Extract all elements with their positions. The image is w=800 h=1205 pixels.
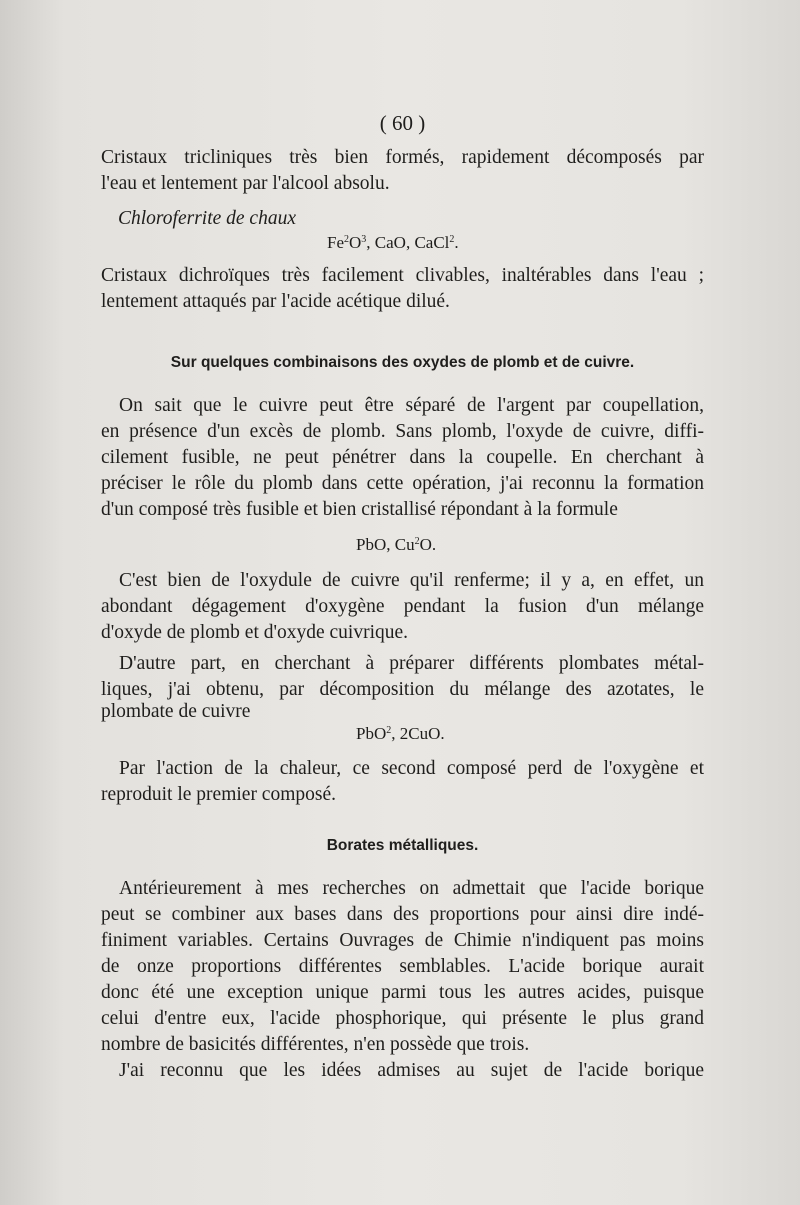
formula-pbo2-2cuo: PbO$^2$, 2CuO.: [356, 724, 445, 743]
text-line: abondant dégagement d'oxygène pendant la fusion d'un mélange: [101, 596, 704, 617]
text-line: finiment variables. Certains Ouvrages de Chimie n'indiquent pas moins: [101, 930, 704, 951]
text-line: nombre de basicités différentes, n'en possède que trois.: [101, 1034, 530, 1055]
text-line: cilement fusible, ne peut pénétrer dans la coupelle. En cherchant à: [101, 447, 704, 468]
text-line: liques, j'ai obtenu, par décomposition du mélange des azotates, le: [101, 679, 704, 700]
text-line: donc été une exception unique parmi tous les autres acides, puisque: [101, 982, 704, 1003]
text-line: Cristaux tricliniques très bien formés, rapidement décomposés par: [101, 147, 704, 168]
text-line: l'eau et lentement par l'alcool absolu.: [101, 173, 390, 194]
text-line: d'oxyde de plomb et d'oxyde cuivrique.: [101, 622, 409, 643]
text-line: Par l'action de la chaleur, ce second composé perd de l'oxygène et: [119, 758, 704, 779]
text-line: peut se combiner aux bases dans des proportions pour ainsi dire indé-: [101, 904, 704, 925]
text-line: On sait que le cuivre peut être séparé de l'argent par coupellation,: [119, 395, 704, 416]
text-line: celui d'entre eux, l'acide phosphorique, qui présente le plus grand: [101, 1008, 704, 1029]
section-heading: Sur quelques combinaisons des oxydes de plomb et de cuivre.: [170, 354, 635, 371]
text-line: J'ai reconnu que les idées admises au sujet de l'acide borique: [119, 1060, 704, 1081]
section-title-chloroferrite: Chloroferrite de chaux: [118, 208, 296, 229]
text-line: en présence d'un excès de plomb. Sans plomb, l'oxyde de cuivre, diffi-: [101, 421, 704, 442]
text-line: reproduit le premier composé.: [101, 784, 336, 805]
text-line: Cristaux dichroïques très facilement clivables, inaltérables dans l'eau ;: [101, 265, 704, 286]
section-heading: Borates métalliques.: [326, 837, 479, 854]
text-line: plombate de cuivre: [101, 701, 251, 722]
page-number: ( 60 ): [379, 111, 426, 135]
text-line: lentement attaqués par l'acide acétique dilué.: [101, 291, 450, 312]
formula-chloroferrite: $Fe^2O^3$, CaO, CaCl$^2$.: [327, 233, 459, 252]
text-line: d'un composé très fusible et bien cristallisé répondant à la formule: [101, 499, 618, 520]
text-line: C'est bien de l'oxydule de cuivre qu'il renferme; il y a, en effet, un: [119, 570, 704, 591]
formula-pbo-cu2o: PbO, Cu$^2$O.: [356, 535, 437, 554]
text-line: préciser le rôle du plomb dans cette opération, j'ai reconnu la formation: [101, 473, 704, 494]
text-line: D'autre part, en cherchant à préparer différents plombates métal-: [119, 653, 704, 674]
text-line: de onze proportions différentes semblables. L'acide borique aurait: [101, 956, 704, 977]
text-line: Antérieurement à mes recherches on admettait que l'acide borique: [119, 878, 704, 899]
